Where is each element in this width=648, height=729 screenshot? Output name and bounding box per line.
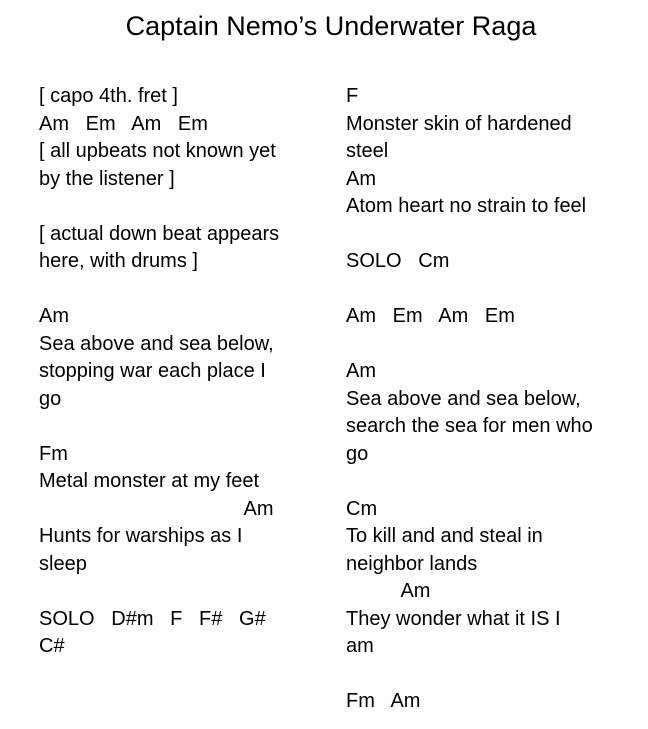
chord-line: Am bbox=[346, 167, 376, 190]
lyric-line: sleep bbox=[39, 552, 87, 575]
blank-line bbox=[39, 193, 329, 221]
lyric-line: Sea above and sea below, bbox=[39, 332, 274, 355]
blank-line bbox=[346, 468, 641, 496]
chord-line: Am Em Am Em bbox=[346, 305, 515, 327]
blank-line bbox=[346, 276, 641, 304]
lyric-line: [ actual down beat appears bbox=[39, 222, 280, 245]
lyrics-column-left bbox=[39, 83, 329, 661]
lyric-line: go bbox=[346, 442, 369, 465]
chord-line: Am Em Am Em bbox=[39, 112, 208, 135]
lyrics-column-right bbox=[346, 83, 641, 716]
chord-line: Cm bbox=[346, 497, 378, 520]
chord-line: Am bbox=[39, 497, 274, 520]
lyric-line: am bbox=[346, 635, 374, 657]
chord-line: C# bbox=[39, 635, 65, 657]
blank-line bbox=[346, 661, 641, 689]
lyric-line: Atom heart no strain to feel bbox=[346, 195, 587, 217]
chord-line: F bbox=[346, 85, 359, 107]
chord-line: Am bbox=[346, 360, 376, 382]
lyric-line: Monster skin of hardened bbox=[346, 112, 572, 135]
blank-line bbox=[346, 331, 641, 359]
lyric-line: by the listener ] bbox=[39, 167, 175, 190]
chord-line: SOLO Cm bbox=[346, 250, 450, 272]
lyric-line: steel bbox=[346, 140, 389, 162]
lyric-line: go bbox=[39, 387, 62, 410]
chord-line: Fm Am bbox=[346, 690, 421, 712]
chord-line: Am bbox=[346, 580, 431, 602]
chord-line: Am bbox=[39, 305, 69, 327]
lyric-line: To kill and and steal in bbox=[346, 525, 543, 547]
lyric-line: They wonder what it IS I bbox=[346, 607, 561, 630]
song-title: Captain Nemo’s Underwater Raga bbox=[125, 11, 537, 41]
lyric-line: Hunts for warships as I bbox=[39, 525, 243, 547]
blank-line bbox=[39, 276, 329, 304]
lyric-line: neighbor lands bbox=[346, 552, 478, 575]
lyric-line: Sea above and sea below, bbox=[346, 387, 581, 410]
lyric-line: [ all upbeats not known yet bbox=[39, 140, 276, 162]
lyric-line: [ capo 4th. fret ] bbox=[39, 85, 178, 107]
blank-line bbox=[39, 578, 329, 606]
lyric-line: stopping war each place I bbox=[39, 360, 266, 382]
lyric-line: here, with drums ] bbox=[39, 250, 198, 272]
lyric-line: search the sea for men who bbox=[346, 415, 593, 437]
lyric-line: Metal monster at my feet bbox=[39, 470, 260, 492]
chord-line: Fm bbox=[39, 442, 68, 465]
blank-line bbox=[39, 413, 329, 441]
blank-line bbox=[346, 221, 641, 249]
chord-line: SOLO D#m F F# G# bbox=[39, 607, 266, 630]
